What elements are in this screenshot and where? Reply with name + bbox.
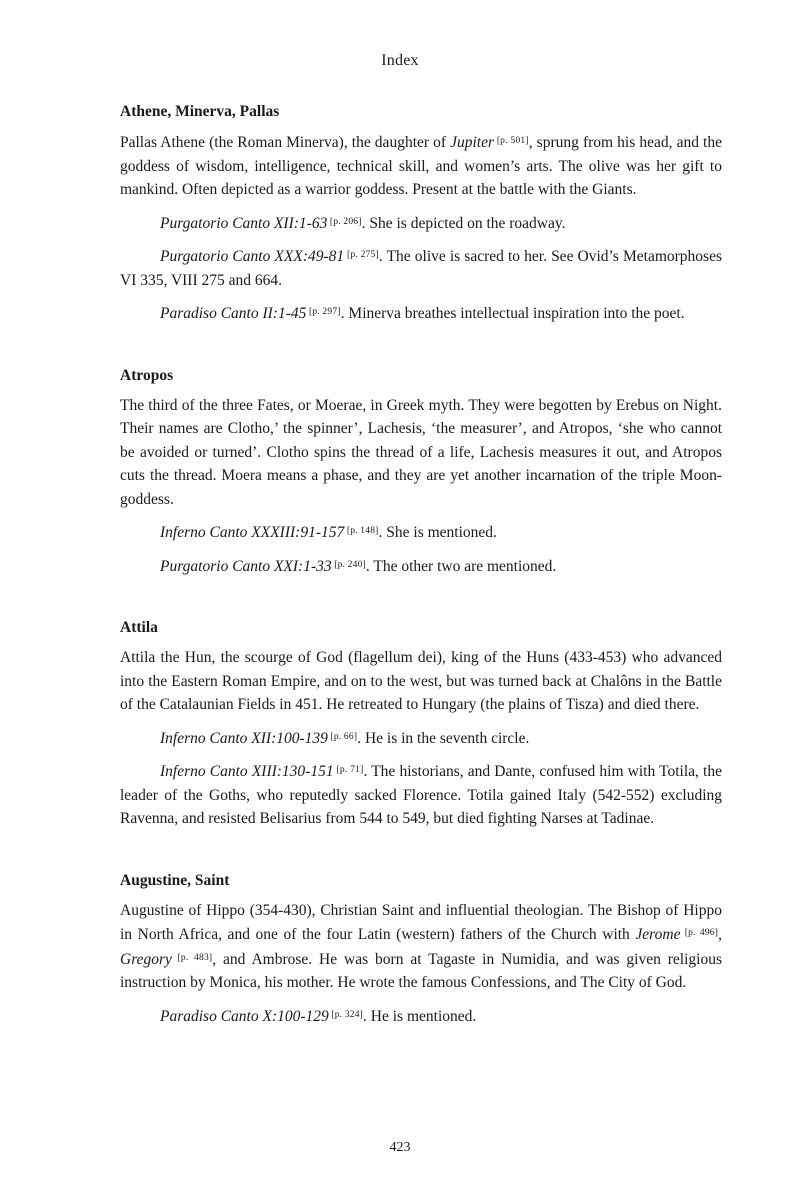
entry-description: The third of the three Fates, or Moerae, in Greek myth. They were begotten by Erebus on Night. Their names are Clotho,’ the spinner’, Lachesis, ‘the measurer’, and Atropos, ‘she who cannot be avoided or turned’. Clotho spins the thread of a life, Lachesis measures it out, and Atropos cuts the thread. Moera means a phase, and they are yet another incarnation of the triple Moon-goddess. [120, 396, 722, 508]
page-reference: [p. 66] [327, 731, 358, 742]
page-reference: [p. 148] [344, 526, 379, 536]
canto-reference [120, 244, 722, 292]
reference-note: . She is mentioned. [378, 524, 497, 541]
page-reference: [p. 297] [306, 307, 341, 317]
entry-heading: Athene, Minerva, Pallas [120, 103, 280, 120]
canto-citation-link[interactable]: Inferno Canto XXXIII:91-157 [160, 524, 345, 541]
running-header: Index [381, 52, 419, 69]
page-reference: [p. 206] [327, 216, 362, 227]
canto-reference [120, 726, 722, 751]
canto-reference [120, 520, 722, 545]
canto-citation-link[interactable]: Purgatorio Canto XXI:1-33 [160, 557, 332, 575]
canto-citation-link[interactable]: Purgatorio Canto XXX:49-81 [160, 248, 345, 265]
index-entry-athene [120, 102, 722, 326]
page-reference: [p. 324] [328, 1009, 364, 1020]
reference-note: . She is depicted on the roadway. [361, 214, 566, 232]
index-entry-atropos [120, 366, 722, 579]
index-entry-attila [120, 618, 722, 831]
cross-reference-link[interactable]: Gregory [120, 950, 172, 968]
index-content [120, 102, 722, 1028]
cross-reference-link[interactable]: Jerome [635, 926, 681, 943]
canto-reference [120, 211, 722, 236]
canto-citation-link[interactable]: Paradiso Canto X:100-129 [160, 1007, 329, 1025]
page-reference: [p. 483] [171, 952, 213, 963]
cross-reference-link[interactable]: Jupiter [450, 134, 495, 151]
entry-description: Augustine of Hippo (354-430), Christian Saint and influential theologian. The Bishop of Hippo in North Africa, and one of the four Latin (western) fathers of the Church with Jerome [p. 496], Gregory [p. 483], and Ambrose. He was born at Tagaste in Numidia, and was given religious instruction by Monica, his mother. He wrote the famous Confessions, and The City of God. [120, 901, 722, 991]
canto-citation-link[interactable]: Inferno Canto XII:100-139 [160, 729, 328, 747]
page-number: 423 [389, 1140, 411, 1155]
entry-heading: Augustine, Saint [120, 871, 230, 889]
reference-note: . The olive is sacred to her. See Ovid’s Metamorphoses VI 335, VIII 275 and 664. [120, 248, 722, 289]
reference-note: . Minerva breathes intellectual inspiration into the poet. [340, 305, 685, 322]
page-reference: [p. 275] [344, 250, 379, 260]
index-entry-augustine [120, 871, 722, 1029]
canto-citation-link[interactable]: Purgatorio Canto XII:1-63 [160, 214, 328, 232]
page-reference: [p. 240] [331, 559, 366, 570]
entry-heading: Attila [120, 619, 158, 636]
reference-note: . He is in the seventh circle. [357, 729, 530, 747]
entry-description: Attila the Hun, the scourge of God (flagellum dei), king of the Huns (433-453) who advanced into the Eastern Roman Empire, and on to the west, but was turned back at Chalôns in the Battle of the Catalaunian Fields in 451. He retreated to Hungary (the plains of Tisza) and died there. [120, 649, 722, 713]
page-reference: [p. 71] [333, 765, 364, 775]
canto-citation-link[interactable]: Paradiso Canto II:1-45 [160, 305, 307, 322]
reference-note: . He is mentioned. [363, 1007, 477, 1025]
entry-heading: Atropos [120, 366, 174, 384]
reference-note: . The historians, and Dante, confused him with Totila, the leader of the Goths, who reputedly sacked Florence. Totila gained Italy (542-552) excluding Ravenna, and resisted Belisarius from 544 to 549, but died fighting Narses at Tadinae. [120, 763, 722, 827]
canto-citation-link[interactable]: Inferno Canto XIII:130-151 [160, 763, 334, 780]
canto-reference [120, 301, 722, 326]
canto-reference [120, 759, 722, 831]
canto-reference [120, 554, 722, 579]
canto-reference [120, 1004, 722, 1029]
reference-note: . The other two are mentioned. [365, 557, 557, 575]
page-reference: [p. 496] [680, 928, 719, 938]
page-reference: [p. 501] [494, 136, 529, 146]
entry-description: Pallas Athene (the Roman Minerva), the daughter of Jupiter [p. 501], sprung from his head, and the goddess of wisdom, intelligence, technical skill, and women’s arts. The olive was her gift to mankind. Often depicted as a warrior goddess. Present at the battle with the Giants. [120, 134, 722, 198]
